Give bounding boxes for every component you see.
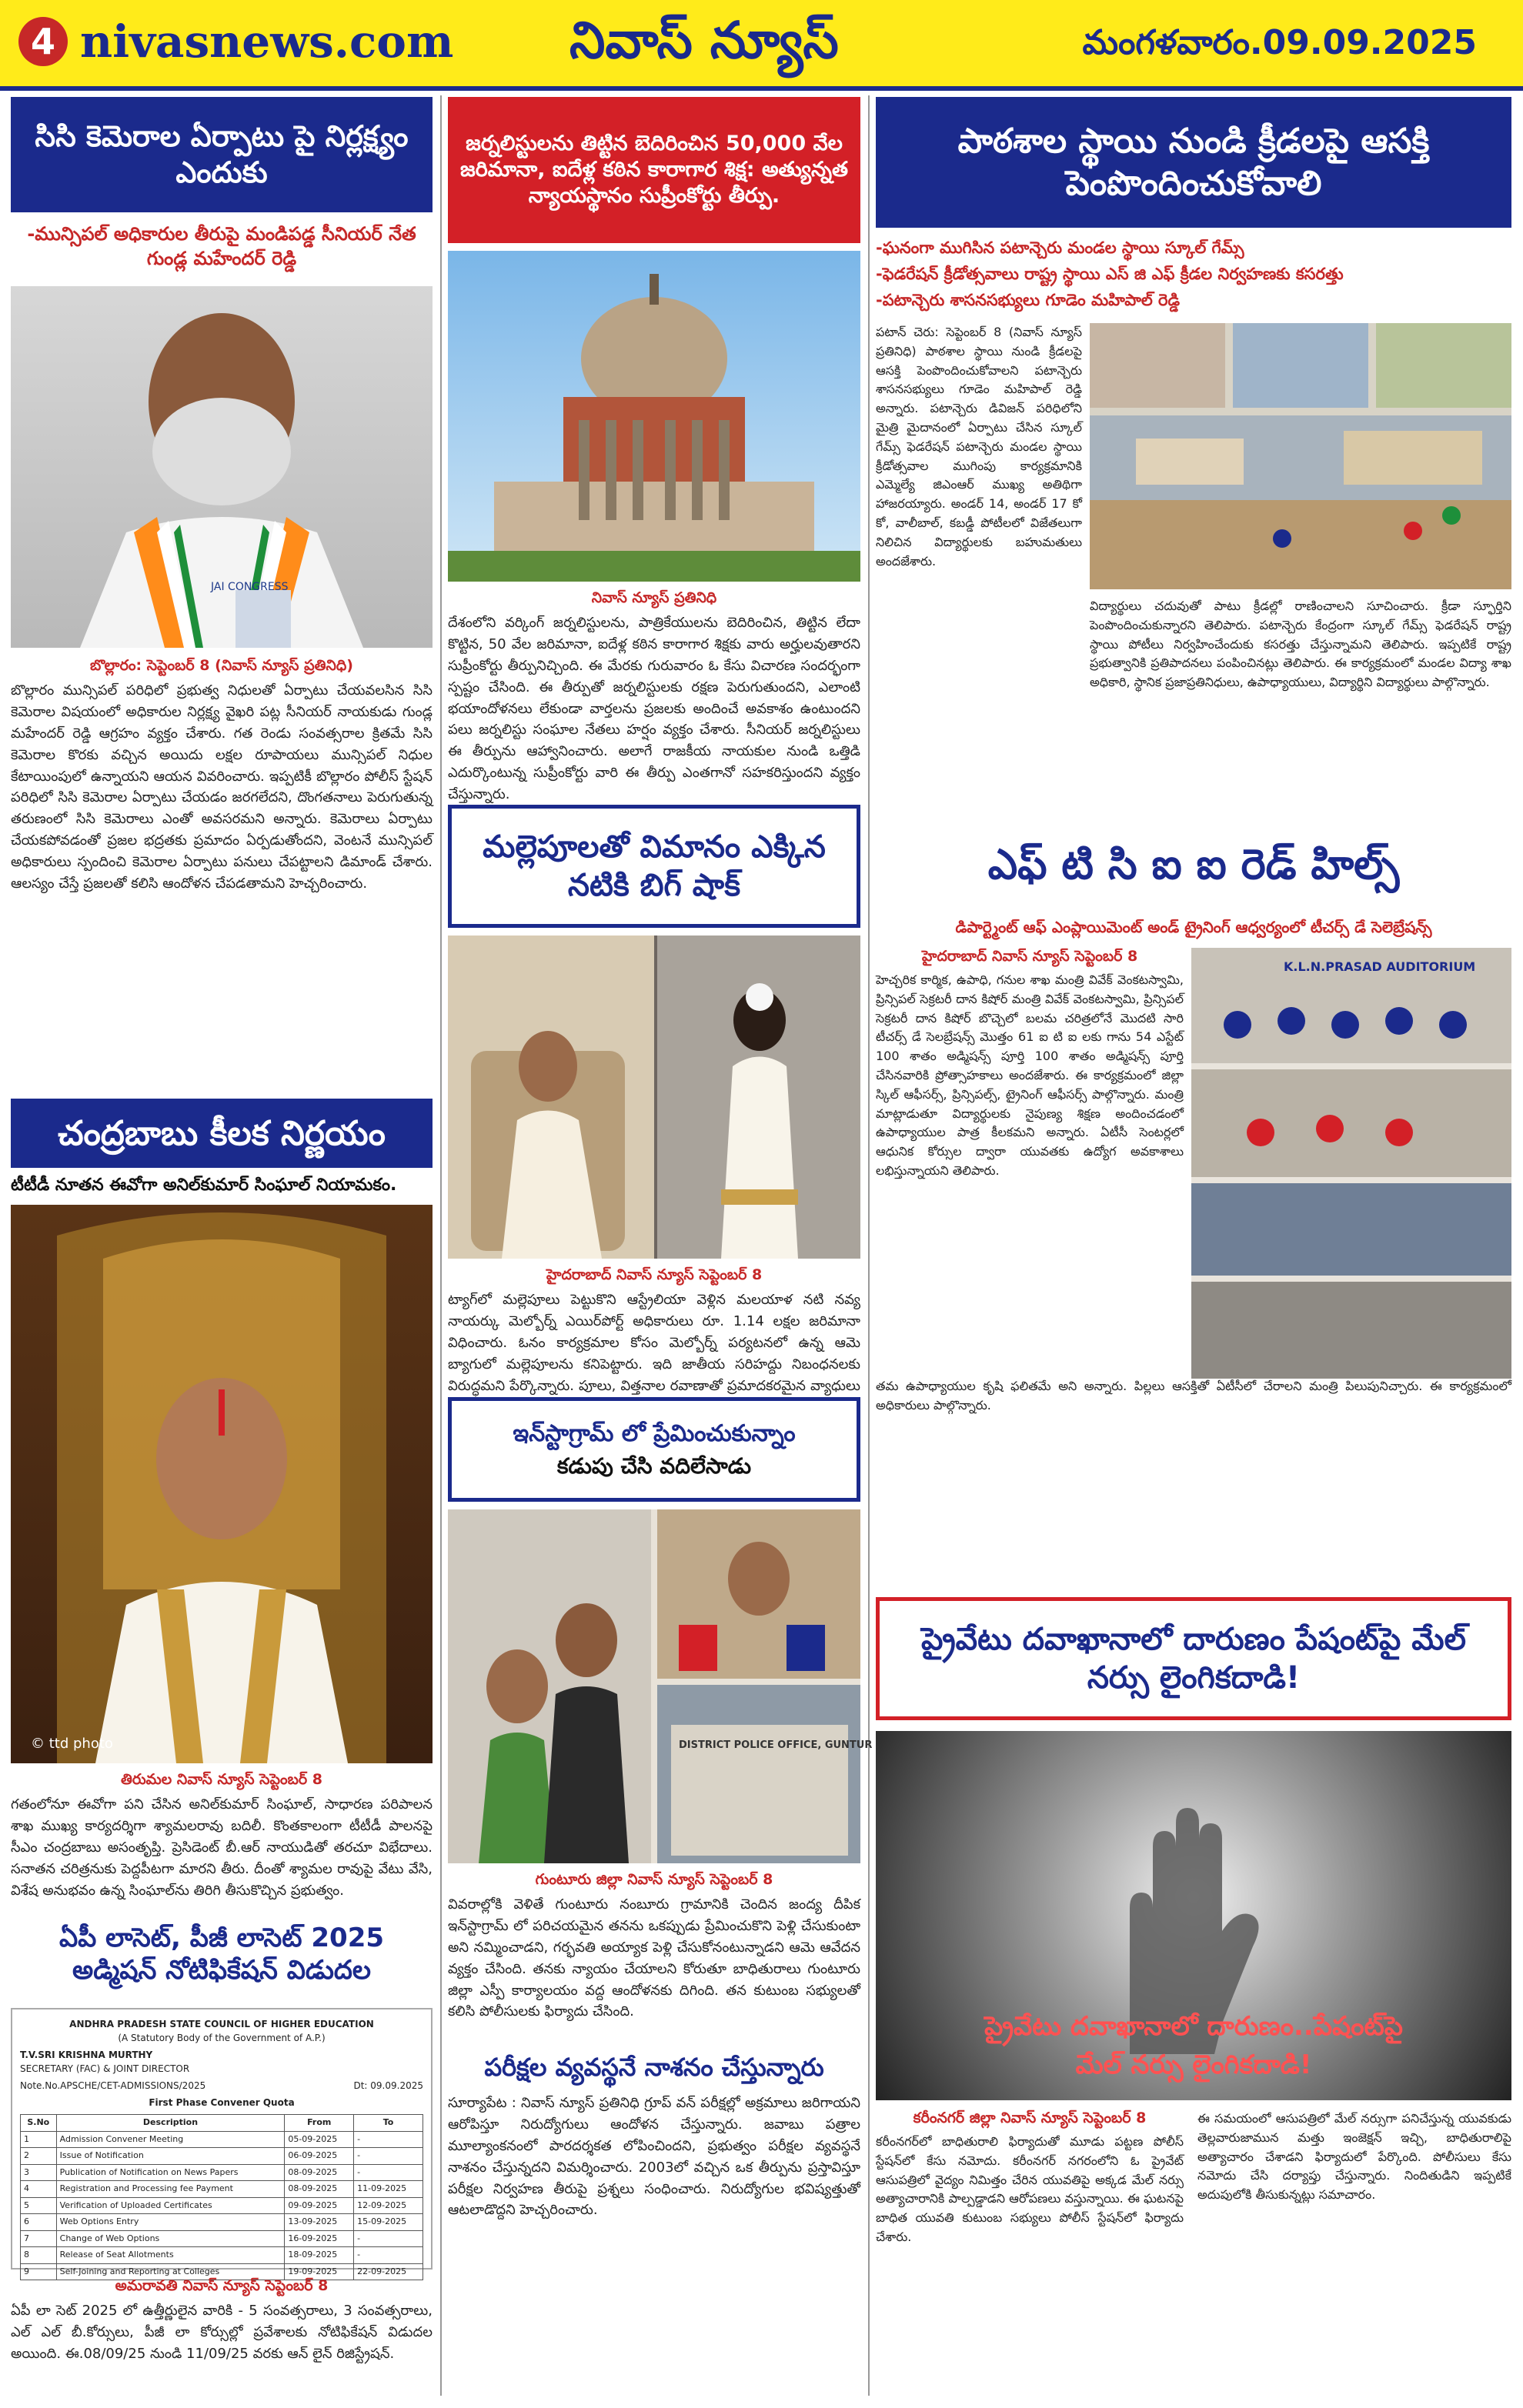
- table-cell: 06-09-2025: [285, 2148, 354, 2165]
- table-cell: Web Options Entry: [56, 2214, 285, 2231]
- table-cell: -: [354, 2131, 423, 2148]
- mallepulu-headline: మల్లెపూలతో విమానం ఎక్కిన నటికి బిగ్ షాక్: [448, 805, 860, 928]
- table-cell: -: [354, 2164, 423, 2181]
- cctv-photo-text: JAI CONGRESS: [211, 581, 289, 593]
- table-cell: Issue of Notification: [56, 2148, 285, 2165]
- mallepulu-body: ట్యాగ్‌లో మల్లెపూలు పెట్టుకొని ఆస్ట్రేలియా వెళ్లిన మలయాళ నటి నవ్య నాయర్కు మెల్బోర్న్ ఎయిర్‌పోర్ట్ అధికారులు రూ. 1.14 లక్షల జరిమానా విధించారు. ఓనం కార్యక్రమాల కోసం మెల్బోర్న్ పర్యటనలో ఉన్న ఆమె బ్యాగులో మల్లెపూలను కనిపెట్టారు. ఇది జాతీయ సరిహద్దు నిబంధనలకు విరుద్ధమని పేర్కొన్నారు. పూలు, విత్తనాల రవాణాతో ప్రమాదకరమైన వ్యాధులు: [448, 1292, 860, 1394]
- politician-portrait: [11, 286, 433, 648]
- nurse-headline: ప్రైవేటు దవాఖానాలో దారుణం పేషంట్‌పై మేల్ నర్సు లైంగికదాడి!: [876, 1597, 1511, 1720]
- instagram-subhead: కడుపు చేసి వదిలేసాడు: [556, 1453, 752, 1479]
- journalists-body: దేశంలోని వర్కింగ్ జర్నలిస్టులను, పాత్రికేయులను బెదిరించిన, తిట్టిన లేదా కొట్టిన, 50 వేల జరిమానా, ఐదేళ్ల కఠిన కారాగార శిక్షకు వారు అర్హులవుతారని సుప్రీంకోర్టు తీర్పునిచ్చింది. ఈ మేరకు గురువారం ఓ కేసు విచారణ సందర్భంగా స్పష్టం చేసింది. ఈ తీర్పుతో జర్నలిస్టులకు రక్షణ పెరుగుతుందని, ఎలాంటి భయాందోళనలు లేకుండా వార్తలను ప్రజలకు అందించే అవకాశం ఉంటుందని పలు జర్నలిస్టు సంఘాల నేతలు హర్షం వ్యక్తం చేశారు. సీనియర్ జర్నలిస్టులు ఈ తీర్పును ఆహ్వానించారు. అలాగే రాజకీయ నాయకుల నుండి ఒత్తిడి ఎదుర్కొంటున్న సుప్రీంకోర్టు వారి ఈ తీర్పు ఎంతగానో సహకరిస్తుందని వ్యక్తం చేస్తున్నారు.: [448, 615, 860, 803]
- nurse-photo-text-1: ప్రైవేటు దవాఖానాలో దారుణం..పేషంట్‌పై: [984, 2011, 1403, 2042]
- journalists-headline: జర్నలిస్టులను తిట్టిన బెదిరించిన 50,000 వేల జరిమానా, ఐదేళ్ల కఠిన కారాగార శిక్ష: అత్యున్నత న్యాయస్థానం సుప్రీంకోర్టు తీర్పు.: [448, 97, 860, 243]
- table-cell: 8: [21, 2247, 57, 2264]
- instagram-photo: [448, 1509, 873, 1863]
- masthead: [0, 0, 1523, 91]
- table-row: [21, 2164, 423, 2181]
- paper-name: నివాస్ న్యూస్: [569, 11, 839, 70]
- table-cell: 09-09-2025: [285, 2197, 354, 2214]
- table-cell: 05-09-2025: [285, 2131, 354, 2148]
- table-row: [21, 2148, 423, 2165]
- journalists-caption: నివాస్ న్యూస్ ప్రతినిధి: [591, 589, 717, 606]
- notice-secretary: T.V.SRI KRISHNA MURTHY: [20, 2049, 153, 2060]
- table-cell: Verification of Uploaded Certificates: [56, 2197, 285, 2214]
- instagram-headline-box: [448, 1397, 860, 1502]
- table-cell: 15-09-2025: [354, 2214, 423, 2231]
- instagram-headline: ఇన్‌స్టాగ్రామ్ లో ప్రేమించుకున్నాం: [513, 1419, 796, 1447]
- ftcci-body-right: తమ ఉపాధ్యాయుల కృషి ఫలితమే అని అన్నారు. పిల్లలు ఆసక్తితో ఏటీసీలో చేరాలని మంత్రి పిలుపునిచ్చారు. ఈ కార్యక్రమంలో అధికారులు పాల్గొన్నారు.: [876, 1379, 1511, 1412]
- mallepulu-caption: హైదరాబాద్ నివాస్ న్యూస్ సెప్టెంబర్ 8: [546, 1266, 763, 1283]
- table-cell: Registration and Processing fee Payment: [56, 2181, 285, 2198]
- issue-date: మంగళవారం.09.09.2025: [1082, 23, 1477, 62]
- ftcci-caption: హైదరాబాద్ నివాస్ న్యూస్ సెప్టెంబర్ 8: [921, 948, 1138, 965]
- cctv-caption: బొల్లారం: సెప్టెంబర్ 8 (నివాస్ న్యూస్ ప్రతినిధి): [90, 657, 353, 674]
- column-divider: [440, 95, 442, 2396]
- exams-headline: పరీక్షల వ్యవస్థనే నాశనం చేస్తున్నారు: [484, 2053, 824, 2082]
- table-cell: 3: [21, 2164, 57, 2181]
- ftcci-subhead: డిపార్ట్మెంట్ ఆఫ్ ఎంప్లాయిమెంట్ అండ్ ట్రైనింగ్ ఆధ్వర్యంలో టీచర్స్ డే సెలెబ్రేషన్స్: [955, 918, 1432, 936]
- sports-body-left: పటాన్ చెరు: సెప్టెంబర్ 8 (నివాస్ న్యూస్ ప్రతినిధి) పాఠశాల స్థాయి నుండి క్రీడలపై ఆసక్తి పెంపొందించుకోవాలని పటాన్చెరు శాసనసభ్యులు గూడెం మహిపాల్ రెడ్డి అన్నారు. పటాన్చెరు డివిజన్ పరిధిలోని మైత్రి మైదానంలో ఏర్పాటు చేసిన స్కూల్ గేమ్స్ ఫెడరేషన్ పటాన్చెరు మండల స్థాయి క్రీడోత్సవాల ముగింపు కార్యక్రమానికి ఎమ్మెల్యే జిఎంఆర్ ముఖ్య అతిథిగా హాజరయ్యారు. అండర్ 14, అండర్ 17 కో కో, వాలీబాల్, కబడ్డీ పోటీలలో విజేతలుగా నిలిచిన విద్యార్థులకు బహుమతులు అందజేశారు.: [876, 325, 1082, 569]
- table-cell: 19-09-2025: [285, 2263, 354, 2280]
- table-cell: 7: [21, 2230, 57, 2247]
- instagram-body: వివరాల్లోకి వెళితే గుంటూరు నంబూరు గ్రామానికి చెందిన జంద్య దీపిక ఇన్‌స్టాగ్రామ్ లో పరిచయమైన తనను ఒకప్పుడు ప్రేమించుకొని పెళ్లి చేసుకుంటా అని నమ్మించాడని, గర్భవతి అయ్యాక పెళ్లి చేసుకోనంటున్నాడని ఆమె ఆవేదన వ్యక్తం చేసింది. తనకు న్యాయం చేయాలని కోరుతూ బాధితురాలు గుంటూరు జిల్లా ఎస్పీ కార్యాలయం వద్ద ఆందోళనకు దిగింది. తన కుటుంబ సభ్యులతో కలిసి పోలీసులకు ఫిర్యాదు చేసింది.: [448, 1896, 860, 2020]
- ttd-photo-watermark: © ttd photo: [31, 1736, 113, 1752]
- table-cell: 12-09-2025: [354, 2197, 423, 2214]
- table-row: [21, 2214, 423, 2231]
- lawcet-headline: ఏపీ లాసెట్, పీజీ లాసెట్ 2025 అడ్మిషన్ నోటిఫికేషన్ విడుదల: [11, 1908, 433, 2000]
- page-number: 4: [18, 17, 68, 66]
- notice-council: ANDHRA PRADESH STATE COUNCIL OF HIGHER EDUCATION: [69, 2019, 374, 2029]
- table-cell: Self-Joining and Reporting at Colleges: [56, 2263, 285, 2280]
- site-name: nivasnews.com: [80, 15, 454, 68]
- table-cell: 18-09-2025: [285, 2247, 354, 2264]
- table-cell: 4: [21, 2181, 57, 2198]
- nurse-photo: [876, 1731, 1511, 2100]
- table-header: S.No: [21, 2115, 57, 2132]
- table-cell: 16-09-2025: [285, 2230, 354, 2247]
- table-cell: Release of Seat Allotments: [56, 2247, 285, 2264]
- ftcci-body: హెచ్చరిక కార్మిక, ఉపాధి, గనుల శాఖ మంత్రి వివేక్ వెంకటస్వామి, ప్రిన్సిపల్ సెక్రటరీ దాన కిషోర్ మంత్రి వివేక్ వెంకటస్వామి, ప్రిన్సిపల్ సెక్రటరీ దాన కిషోర్ బొచ్చెలో బలమ చరిత్రలోనే మొదటి సారి టీచర్స్ డే సెలబ్రేషన్స్ మొత్తం 61 ఐ టి ఐ లకు గాను 54 ఎస్టేట్ 100 శాతం అడ్మిషన్స్ పూర్తి 100 శాతం అడ్మిషన్స్ పూర్తి చేసినవారికి ప్రోత్సాహకాలు అందజేశారు. ఈ కార్యక్రమంలో జిల్లా స్కిల్ ఆఫీసర్స్, ప్రిన్సిపల్స్, ట్రైనింగ్ ఆఫీసర్స్ పాల్గొన్నారు. మంత్రి మాట్లాడుతూ విద్యార్థులకు నైపుణ్య శిక్షణ అందించడంలో ఉపాధ్యాయుల పాత్ర కీలకమని అన్నారు. ఏటీసీ సెంటర్లలో ఆధునిక కోర్సుల ద్వారా యువతకు ఉద్యోగ అవకాశాలు లభిస్తున్నాయని తెలిపారు.: [876, 972, 1184, 1178]
- supreme-court-building: [448, 251, 860, 582]
- table-cell: 13-09-2025: [285, 2214, 354, 2231]
- table-cell: 9: [21, 2263, 57, 2280]
- cctv-subhead: -మున్సిపల్ అధికారుల తీరుపై మండిపడ్డ సీనియర్ నేత గుండ్ల మహేందర్ రెడ్డి: [27, 223, 416, 270]
- sports-photos: [1090, 323, 1511, 589]
- couple-and-police-office-collage: [448, 1509, 873, 1863]
- table-cell: 6: [21, 2214, 57, 2231]
- auditorium-sign: K.L.N.PRASAD AUDITORIUM: [1284, 959, 1476, 974]
- nurse-photo-text-2: మేల్ నర్సు లైంగికదాడి!: [1075, 2049, 1312, 2080]
- table-row: [21, 2181, 423, 2198]
- notice-body-line: (A Statutory Body of the Government of A.P.): [118, 2033, 326, 2043]
- lawcet-notice: [11, 2008, 433, 2276]
- sports-subhead-1: -ఘనంగా ముగిసిన పటాన్చెరు మండల స్థాయి స్కూల్ గేమ్స్: [876, 238, 1244, 257]
- notice-date: Dt: 09.09.2025: [353, 2080, 423, 2091]
- nurse-body-left: కరీంనగర్‌లో బాధితురాలి ఫిర్యాదుతో మూడు పట్టణ పోలీస్ స్టేషన్‌లో కేసు నమోదు. కరీంనగర్ నగరంలోని ఓ ప్రైవేట్ ఆసుపత్రిలో వైద్యం నిమిత్తం చేరిన యువతిపై అక్కడ మేల్ నర్సు అత్యాచారానికి పాల్పడ్డాడని ఆరోపణలు వస్తున్నాయి. ఈ ఘటనపై బాధిత యువతి కుటుంబ సభ్యులు పోలీస్ స్టేషన్‌లో ఫిర్యాదు చేశారు.: [876, 2134, 1184, 2244]
- sports-body-right: విద్యార్థులు చదువుతో పాటు క్రీడల్లో రాణించాలని సూచించారు. క్రీడా స్ఫూర్తిని పెంపొందించుకున్నారని తెలిపారు. పటాన్చెరు కేంద్రంగా స్కూల్ గేమ్స్ ఫెడరేషన్ రాష్ట్ర స్థాయి పోటీలు నిర్వహించేందుకు కసరత్తు చేస్తున్నామని తెలిపారు. ఇప్పటికే రాష్ట్ర ప్రభుత్వానికి ప్రతిపాదనలు పంపించినట్లు తెలిపారు. ఈ కార్యక్రమంలో మండల విద్యా శాఖ అధికారి, స్థానిక ప్రజాప్రతినిధులు, ఉపాధ్యాయులు, విద్యార్థిని విద్యార్థులు పాల్గొన్నారు.: [1090, 599, 1511, 690]
- ftcci-photos: [1191, 948, 1511, 1379]
- nurse-caption: కరీంనగర్ జిల్లా నివాస్ న్యూస్ సెప్టెంబర్ 8: [913, 2110, 1147, 2126]
- table-cell: -: [354, 2148, 423, 2165]
- table-cell: 5: [21, 2197, 57, 2214]
- table-row: [21, 2131, 423, 2148]
- cctv-body: బొల్లారం మున్సిపల్ పరిధిలో ప్రభుత్వ నిధులతో ఏర్పాటు చేయవలసిన సిసి కెమెరాల విషయంలో అధికారుల నిర్లక్ష్య వైఖరి పట్ల సీనియర్ నాయకుడు గుండ్ల మహేందర్ రెడ్డి ఆగ్రహం వ్యక్తం చేశారు. గత రెండు సంవత్సరాల క్రితమే సిసి కెమెరాల కొరకు వచ్చిన అయిదు లక్షల రూపాయలు మున్సిపల్ నిధుల కేటాయింపులో ఉన్నాయని ఆయన వివరించారు. ఇప్పటికీ బొల్లారం పోలీస్ స్టేషన్ పరిధిలో సిసి కెమెరాల ఏర్పాటు చేయడం జరగలేదని, దొంగతనాలు పెరుగుతున్న తరుణంలో సిసి కెమెరాలు ఎంతో అవసరమని అన్నారు. కెమెరాలు ఏర్పాటు చేయకపోవడంతో ప్రజల భద్రతకు ప్రమాదం ఏర్పడుతోందని, వెంటనే మున్సిపల్ అధికారులు స్పందించి కెమెరాల ఏర్పాటు పనులు చేపట్టాలని డిమాండ్ చేశారు. ఆలస్యం చేస్తే ప్రజలతో కలిసి ఆందోళన చేపడతామని హెచ్చరించారు.: [11, 682, 433, 892]
- table-cell: 1: [21, 2131, 57, 2148]
- table-row: [21, 2230, 423, 2247]
- table-row: [21, 2197, 423, 2214]
- table-cell: Publication of Notification on News Papers: [56, 2164, 285, 2181]
- police-office-sign: DISTRICT POLICE OFFICE, GUNTUR: [679, 1739, 873, 1751]
- chandrababu-caption: తిరుమల నివాస్ న్యూస్ సెప్టెంబర్ 8: [120, 1771, 323, 1788]
- lawcet-body: ఏపీ లా సెట్ 2025 లో ఉత్తీర్ణులైన వారికి - 5 సంవత్సరాలు, 3 సంవత్సరాలు, ఎల్ ఎల్ బీ.కోర్సులు, పీజీ లా కోర్సుల్లో ప్రవేశాలకు నోటిఫికేషన్ విడుదల అయింది. ఈ.08/09/25 నుండి 11/09/25 వరకు ఆన్ లైన్ రిజిస్ట్రేషన్.: [11, 2303, 433, 2362]
- sports-headline: పాఠశాల స్థాయి నుండి క్రీడలపై ఆసక్తి పెంపొందించుకోవాలి: [876, 97, 1511, 228]
- column-divider: [868, 95, 870, 2396]
- sports-subhead-3: -పటాన్చెరు శాసనసభ్యులు గూడెం మహిపాల్ రెడ్డి: [876, 291, 1181, 309]
- notice-schedule-table: [20, 2114, 423, 2280]
- table-cell: 08-09-2025: [285, 2181, 354, 2198]
- table-cell: 11-09-2025: [354, 2181, 423, 2198]
- exams-body: సూర్యాపేట : నివాస్ న్యూస్ ప్రతినిధి గ్రూప్ వన్ పరీక్షల్లో అక్రమాలు జరిగాయని ఆరోపిస్తూ నిరుద్యోగులు ఆందోళన చేస్తున్నారు. జవాబు పత్రాల మూల్యాంకనంలో పారదర్శకత లోపించిందని, ప్రభుత్వం పరీక్షల వ్యవస్థనే నాశనం చేస్తున్నదని విమర్శించారు. 2003లో వచ్చిన ఒక తీర్పును ప్రస్తావిస్తూ పరీక్షల నిర్వహణ తీరుపై ప్రశ్నలు సంధించారు. నిరుద్యోగుల భవిష్యత్తుతో ఆటలాడొద్దని హెచ్చరించారు.: [448, 2095, 860, 2219]
- eo-portrait: [11, 1205, 433, 1763]
- notice-table-title: First Phase Convener Quota: [149, 2097, 295, 2108]
- notice-secretary-title: SECRETARY (FAC) & JOINT DIRECTOR: [20, 2063, 190, 2074]
- table-header: Description: [56, 2115, 285, 2132]
- table-cell: Change of Web Options: [56, 2230, 285, 2247]
- instagram-caption: గుంటూరు జిల్లా నివాస్ న్యూస్ సెప్టెంబర్ 8: [535, 1871, 773, 1888]
- table-cell: -: [354, 2230, 423, 2247]
- ttd-eo-photo: [11, 1205, 433, 1763]
- chandrababu-body: గతంలోనూ ఈవోగా పని చేసిన అనిల్‌కుమార్ సింఘాల్, సాధారణ పరిపాలన శాఖ ముఖ్య కార్యదర్శిగా శ్యామలరావు బదిలీ. కొంతకాలంగా టీటీడీ పాలనపై సీఎం చంద్రబాబు అసంతృప్తి. ప్రెసిడెంట్ బీ.ఆర్ నాయుడితో తరచూ విభేదాలు. సనాతన చరిత్రనుకు పెద్దపీటగా మారని తీరు. దీంతో శ్యామల రావుపై వేటు వేసి, విశేష అనుభవం ఉన్న సింఘాల్‌ను తిరిగి తీసుకొచ్చిన ప్రభుత్వం.: [11, 1796, 433, 1899]
- notice-number: Note.No.APSCHE/CET-ADMISSIONS/2025: [20, 2080, 206, 2091]
- hand-silhouette-graphic: [876, 1731, 1511, 2100]
- sports-collage: [1090, 323, 1511, 589]
- table-cell: Admission Convener Meeting: [56, 2131, 285, 2148]
- actress-photo: [448, 936, 860, 1259]
- table-header: From: [285, 2115, 354, 2132]
- table-row: [21, 2247, 423, 2264]
- sports-subhead-2: -ఫెడరేషన్ క్రీడోత్సవాలు రాష్ట్ర స్థాయి ఎస్ జి ఎఫ్ క్రీడల నిర్వహణకు కసరత్తు: [876, 265, 1344, 283]
- table-header: To: [354, 2115, 423, 2132]
- cctv-headline: సిసి కెమెరాల ఏర్పాటు పై నిర్లక్ష్యం ఎందుకు: [11, 97, 433, 212]
- table-cell: 2: [21, 2148, 57, 2165]
- table-cell: 08-09-2025: [285, 2164, 354, 2181]
- supreme-court-photo: [448, 251, 860, 582]
- nurse-body-right: ఈ సమయంలో ఆసుపత్రిలో మేల్ నర్సుగా పనిచేస్తున్న యువకుడు తెల్లవారుజామున మత్తు ఇంజెక్షన్ ఇచ్చి, బాధితురాలిపై అత్యాచారం చేశాడని ఫిర్యాదులో పేర్కొంది. పోలీసులు కేసు నమోదు చేసి దర్యాప్తు చేస్తున్నారు. నిందితుడిని ఇప్పటికే అదుపులోకి తీసుకున్నట్లు సమాచారం.: [1197, 2111, 1511, 2203]
- chandrababu-headline: చంద్రబాబు కీలక నిర్ణయం: [11, 1099, 433, 1168]
- auditorium-collage: [1191, 948, 1511, 1379]
- chandrababu-subhead: టీటీడీ నూతన ఈవోగా అనిల్‌కుమార్ సింఘాల్ నియామకం.: [11, 1176, 397, 1195]
- lawcet-caption: అమరావతి నివాస్ న్యూస్ సెప్టెంబర్ 8: [115, 2277, 329, 2294]
- cctv-photo: [11, 286, 433, 648]
- table-cell: 22-09-2025: [354, 2263, 423, 2280]
- ftcci-headline: ఎఫ్ టి సి ఐ ఐ రెడ్ హిల్స్: [876, 819, 1511, 911]
- table-cell: -: [354, 2247, 423, 2264]
- actress-airplane-collage: [448, 936, 860, 1259]
